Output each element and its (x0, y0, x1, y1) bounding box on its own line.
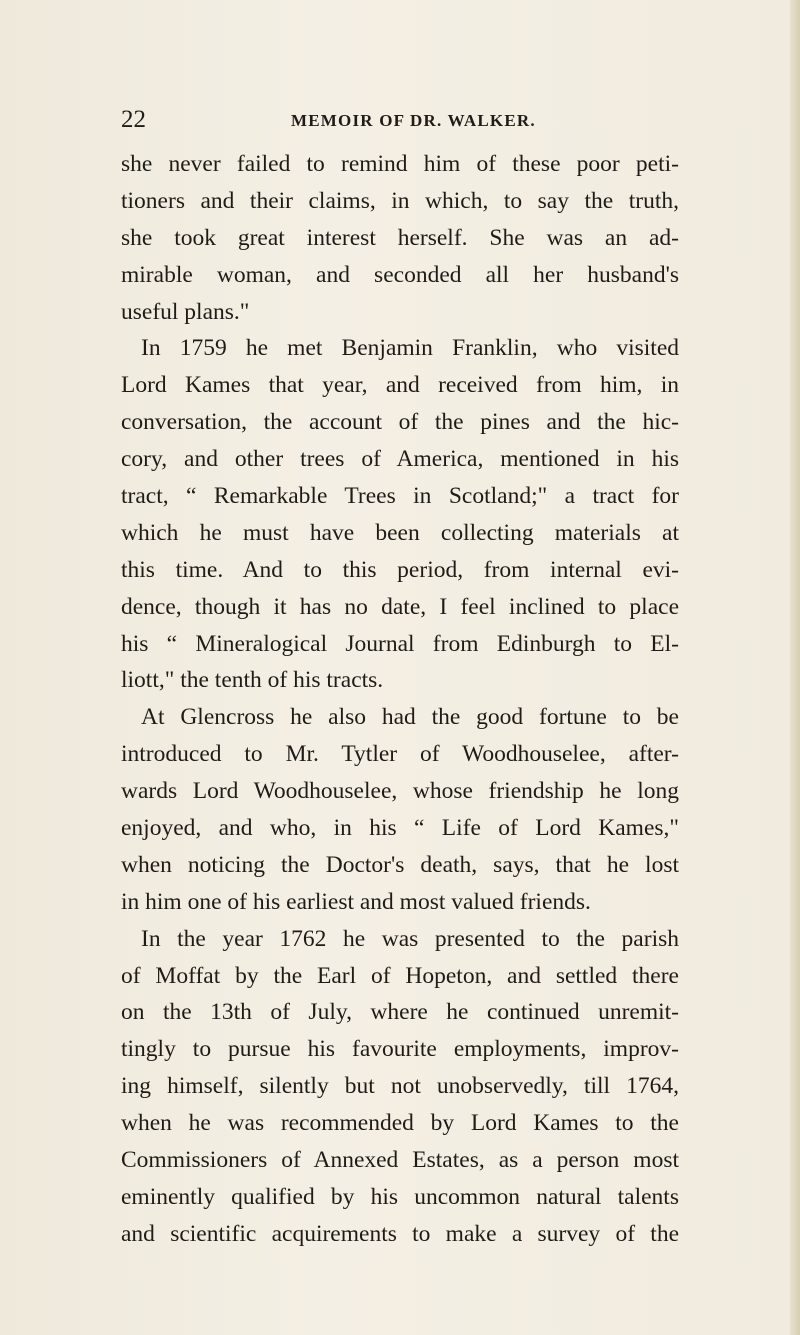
text-line: Lord Kames that year, and received from him, in (121, 372, 679, 399)
text-line: which he must have been collecting materials at (121, 519, 679, 546)
text-line: In 1759 he met Benjamin Franklin, who visited (141, 335, 679, 362)
text-line: mirable woman, and seconded all her husband's (121, 261, 679, 288)
text-line: enjoyed, and who, in his “ Life of Lord Kames," (121, 815, 679, 842)
text-line: she never failed to remind him of these poor peti- (121, 151, 679, 177)
text-line: tract, “ Remarkable Trees in Scotland;" a tract for (121, 483, 679, 510)
text-line: eminently qualified by his uncommon natural talents (121, 1183, 679, 1210)
text-line: wards Lord Woodhouselee, whose friendship he long (121, 778, 679, 805)
page-number: 22 (121, 106, 146, 133)
text-line: ing himself, silently but not unobservedly, till 1764, (121, 1073, 679, 1100)
text-line: on the 13th of July, where he continued unremit- (121, 999, 679, 1026)
text-line: she took great interest herself. She was an ad- (121, 224, 679, 251)
text-line: tioners and their claims, in which, to say the truth, (121, 187, 679, 214)
body-text (121, 146, 679, 1253)
text-line: Commissioners of Annexed Estates, as a person most (121, 1147, 679, 1174)
text-line: his “ Mineralogical Journal from Edinburgh to El- (121, 630, 679, 657)
text-line: in him one of his earliest and most valued friends. (121, 888, 591, 915)
text-line: of Moffat by the Earl of Hopeton, and settled there (121, 962, 679, 989)
text-line: when he was recommended by Lord Kames to the (121, 1110, 679, 1137)
text-line: dence, though it has no date, I feel inclined to place (121, 593, 679, 620)
running-head: MEMOIR OF DR. WALKER. (291, 111, 536, 130)
text-line: liott," the tenth of his tracts. (121, 667, 384, 694)
text-line: useful plans." (121, 298, 250, 325)
text-line: In the year 1762 he was presented to the parish (141, 925, 679, 952)
text-line: cory, and other trees of America, mentioned in his (121, 446, 679, 473)
text-line: At Glencross he also had the good fortune to be (141, 704, 679, 731)
text-line: introduced to Mr. Tytler of Woodhouselee, after- (121, 741, 679, 768)
text-line: tingly to pursue his favourite employments, improv- (121, 1036, 679, 1063)
text-line: when noticing the Doctor's death, says, that he lost (121, 851, 679, 878)
text-line: and scientific acquirements to make a survey of the (121, 1220, 679, 1247)
text-line: this time. And to this period, from internal evi- (121, 556, 679, 583)
page-edge (790, 0, 800, 1335)
text-line: conversation, the account of the pines and the hic- (121, 409, 679, 436)
page-header (121, 104, 681, 136)
